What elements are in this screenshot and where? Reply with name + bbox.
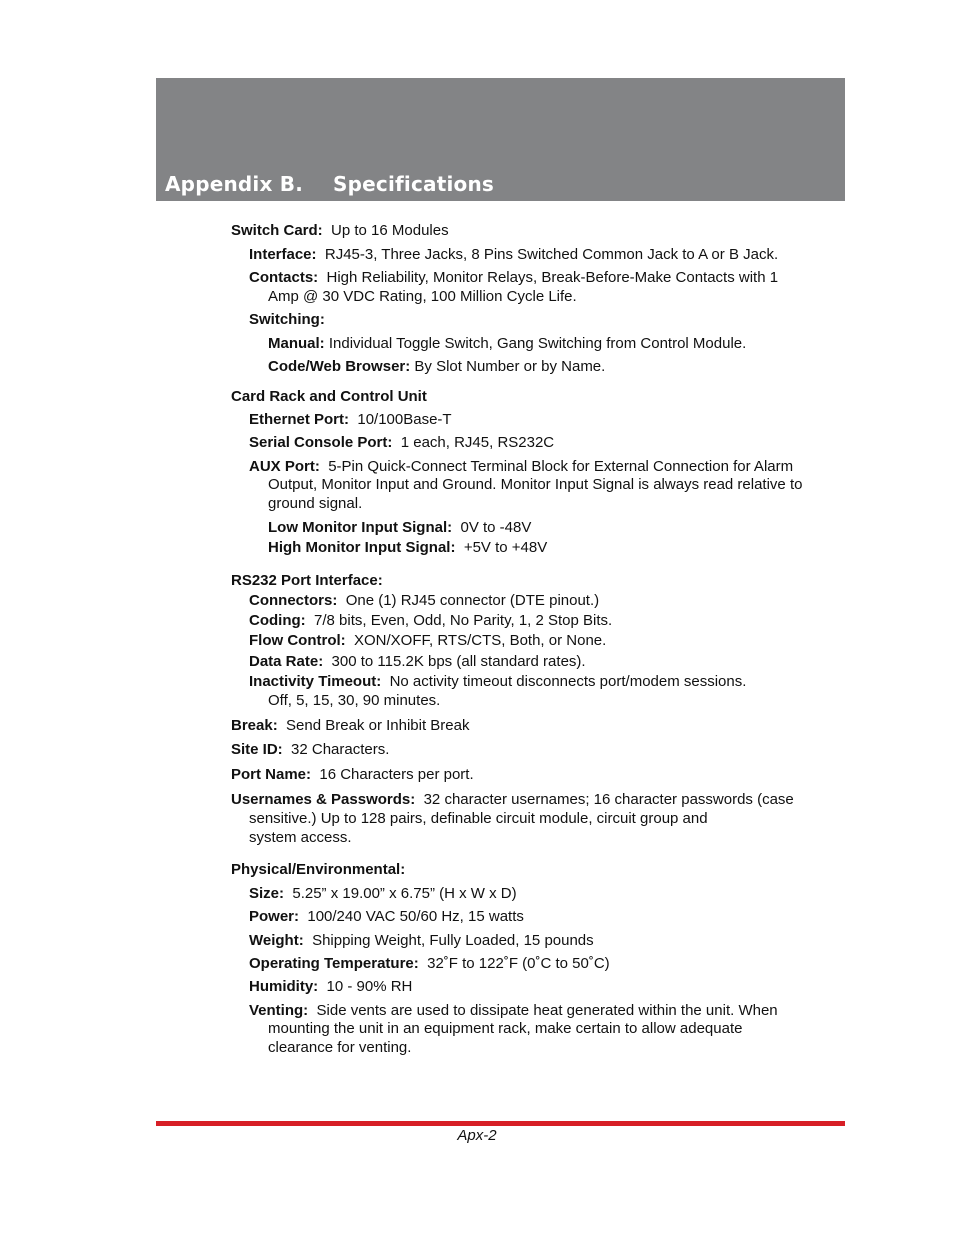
spec-venting: Venting: Side vents are used to dissipate heat generated within the unit. When <box>249 1002 778 1019</box>
spec-venting-cont2: clearance for venting. <box>268 1039 412 1056</box>
spec-port-name: Port Name: 16 Characters per port. <box>231 766 474 783</box>
spec-switching: Switching: <box>249 311 325 328</box>
spec-aux: AUX Port: 5-Pin Quick-Connect Terminal Block for External Connection for Alarm <box>249 458 794 475</box>
header-banner <box>156 78 845 201</box>
section-physical: Physical/Environmental: <box>231 861 406 878</box>
appendix-label: Appendix B. <box>165 172 303 196</box>
spec-usernames: Usernames & Passwords: 32 character usernames; 16 character passwords (case <box>231 791 794 808</box>
spec-manual: Manual: Individual Toggle Switch, Gang Switching from Control Module. <box>268 335 747 352</box>
spec-size: Size: 5.25” x 19.00” x 6.75” (H x W x D) <box>249 885 517 902</box>
spec-aux-cont1: Output, Monitor Input and Ground. Monitor Input Signal is always read relative to <box>268 476 803 493</box>
spec-venting-cont1: mounting the unit in an equipment rack, make certain to allow adequate <box>268 1020 743 1037</box>
spec-switch-card: Switch Card: Up to 16 Modules <box>231 222 449 239</box>
spec-inactivity: Inactivity Timeout: No activity timeout disconnects port/modem sessions. <box>249 673 747 690</box>
spec-high-monitor: High Monitor Input Signal: +5V to +48V <box>268 539 548 556</box>
spec-weight: Weight: Shipping Weight, Fully Loaded, 15 pounds <box>249 932 594 949</box>
section-rs232: RS232 Port Interface: <box>231 572 383 589</box>
spec-humidity: Humidity: 10 - 90% RH <box>249 978 413 995</box>
spec-usernames-cont1: sensitive.) Up to 128 pairs, definable circuit module, circuit group and <box>249 810 708 827</box>
spec-contacts-cont: Amp @ 30 VDC Rating, 100 Million Cycle Life. <box>268 288 577 305</box>
spec-inactivity-cont: Off, 5, 15, 30, 90 minutes. <box>268 692 441 709</box>
spec-aux-cont2: ground signal. <box>268 495 363 512</box>
spec-serial: Serial Console Port: 1 each, RJ45, RS232C <box>249 434 555 451</box>
spec-usernames-cont2: system access. <box>249 829 352 846</box>
spec-site-id: Site ID: 32 Characters. <box>231 741 390 758</box>
spec-ethernet: Ethernet Port: 10/100Base-T <box>249 411 452 428</box>
page-title <box>165 172 494 196</box>
spec-coding: Coding: 7/8 bits, Even, Odd, No Parity, 1, 2 Stop Bits. <box>249 612 613 629</box>
spec-interface: Interface: RJ45-3, Three Jacks, 8 Pins Switched Common Jack to A or B Jack. <box>249 246 779 263</box>
spec-power: Power: 100/240 VAC 50/60 Hz, 15 watts <box>249 908 524 925</box>
spec-contacts: Contacts: High Reliability, Monitor Relays, Break-Before-Make Contacts with 1 <box>249 269 779 286</box>
spec-break: Break: Send Break or Inhibit Break <box>231 717 470 734</box>
spec-low-monitor: Low Monitor Input Signal: 0V to -48V <box>268 519 532 536</box>
section-card-rack: Card Rack and Control Unit <box>231 388 427 405</box>
section-title: Specifications <box>333 172 495 196</box>
page-number: Apx-2 <box>457 1127 497 1144</box>
spec-data-rate: Data Rate: 300 to 115.2K bps (all standard rates). <box>249 653 586 670</box>
spec-flow-control: Flow Control: XON/XOFF, RTS/CTS, Both, or None. <box>249 632 607 649</box>
footer-rule <box>156 1121 845 1126</box>
spec-operating-temperature: Operating Temperature: 32˚F to 122˚F (0˚C to 50˚C) <box>249 955 610 972</box>
spec-code-web: Code/Web Browser: By Slot Number or by Name. <box>268 358 606 375</box>
spec-connectors: Connectors: One (1) RJ45 connector (DTE pinout.) <box>249 592 600 609</box>
